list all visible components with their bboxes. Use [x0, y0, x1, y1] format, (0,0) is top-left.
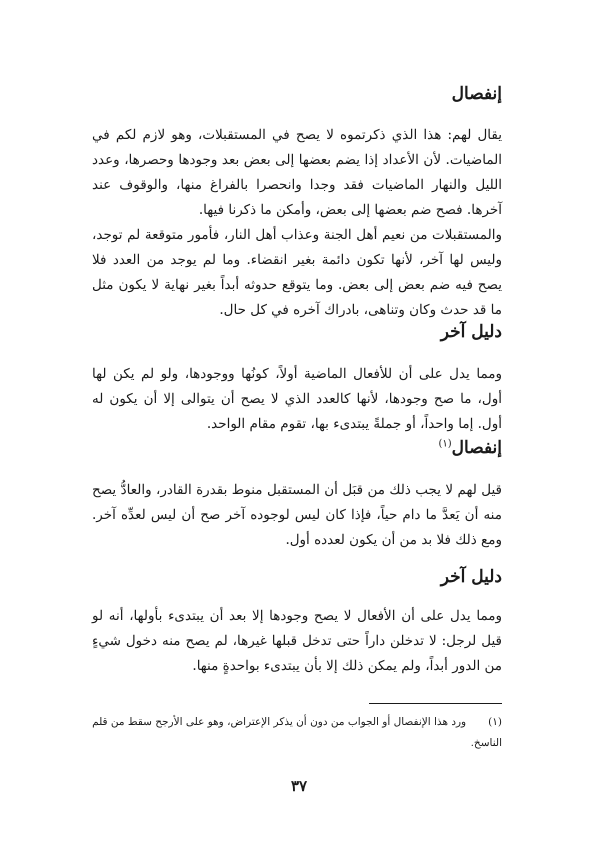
heading-text: دليل آخر: [440, 322, 502, 342]
section-body: [92, 362, 502, 437]
paragraph: ومما يدل على أن للأفعال الماضية أولاً، كونُها ووجودها، ولو لم يكن لها أول، ما صح وجودها، لأنها كالعدد الذي لا يصح أن يتوالى إلا أن يكون له أول. إما واحداً، أو جملةً يبتدىء بها، تقوم مقام الواحد.: [92, 366, 502, 432]
section-heading: [438, 438, 502, 458]
footnote-number: (١): [488, 716, 502, 728]
heading-text: إنفصال: [451, 438, 502, 458]
section-heading: [441, 322, 502, 342]
footnote-separator: [369, 703, 502, 704]
paragraph: قيل لهم لا يجب ذلك من قبَل أن المستقبل منوط بقدرة القادر، والعادُّ يصح منه أن يَعدَّ ما دام حياً، فإذا كان ليس لوجوده آخر صح أن ليس لعدِّه آخر. ومع ذلك فلا بد من أن يكون لعدده أول.: [92, 482, 502, 548]
section-body: [92, 478, 502, 553]
section-body: [92, 604, 502, 679]
paragraph: يقال لهم: هذا الذي ذكرتموه لا يصح في المستقبلات، وهو لازم لكم في الماضيات. لأن الأعداد إذا يضم بعضها إلى بعض بعد وجودها وحصرها، وعدد الليل والنهار الماضيات فقد وجدا وانحصرا بالفراغ منها، والوقوف عند آخرها. فصح ضم بعضها إلى بعض، وأمكن ما ذكرنا فيها.: [92, 127, 502, 218]
page-number: ٣٧: [290, 777, 308, 795]
footnote-marker[interactable]: (١): [438, 438, 452, 450]
section-heading: [441, 567, 502, 587]
heading-text: إنفصال: [451, 84, 502, 104]
section-body: [92, 123, 502, 323]
footnote: [92, 712, 502, 754]
paragraph: ومما يدل على أن الأفعال لا يصح وجودها إلا بعد أن يبتدىء بأولها، أنه لو قيل لرجل: لا تدخلن داراً حتى تدخل قبلها غيرها، لم يصح منه دخول شيءٍ من الدور أبداً، ولم يمكن ذلك إلا بأن يبتدىء بواحدةٍ منها.: [92, 608, 502, 674]
heading-text: دليل آخر: [440, 567, 502, 587]
paragraph: والمستقبلات من نعيم أهل الجنة وعذاب أهل النار، فأمور متوقعة لم توجد، وليس لها آخر، لأنها تكون دائمة بغير انقضاء. وما لم يوجد من العدد فلا يصح فيه ضم بعض إلى بعض. وما يتوقع حدوثه أبداً بغير نهاية لا يكون مثل ما قد حدث وكان وتناهى، بادراك آخره في كل حال.: [92, 227, 502, 318]
footnote-text: ورد هذا الإنفصال أو الجواب من دون أن يذكر الإعتراض، وهو على الأرجح سقط من قلم الناسخ.: [92, 716, 502, 749]
section-heading: [452, 84, 502, 104]
